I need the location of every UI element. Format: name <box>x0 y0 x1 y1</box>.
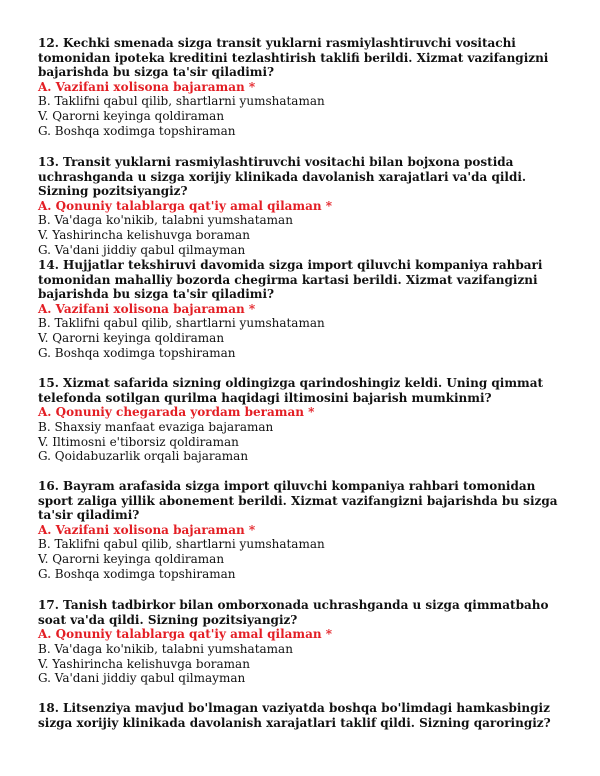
question-text: 17. Tanish tadbirkor bilan omborxonada uchrashganda u sizga qimmatbaho soat va'da qildi. Sizning pozitsiyangiz? <box>38 598 549 627</box>
answer-option: G. Boshqa xodimga topshiraman <box>38 123 236 138</box>
question-block <box>38 598 566 686</box>
question-block <box>38 479 566 582</box>
question-block <box>38 155 566 258</box>
question-text: 13. Transit yuklarni rasmiylashtiruvchi vositachi bilan bojxona postida uchrashganda u sizga xorijiy klinikada davolanish xarajatlari va'da qildi. Sizning pozitsiyangiz? <box>38 155 527 198</box>
question-block <box>38 376 566 464</box>
question-text: 14. Hujjatlar tekshiruvi davomida sizga import qiluvchi kompaniya rahbari tomonidan mahalliy bozorda chegirma kartasi berildi. Xizmat vazifangizni bajarishda bu sizga ta'sir qiladimi? <box>38 258 543 301</box>
question-text: 18. Litsenziya mavjud bo'lmagan vaziyatda boshqa bo'limdagi hamkasbingiz sizga xorijiy klinikada davolanish xarajatlari taklif qildi. Sizning qaroringiz? <box>38 701 551 730</box>
answer-option: B. Va'daga ko'nikib, talabni yumshataman <box>38 641 293 656</box>
answer-option: V. Yashirincha kelishuvga boraman <box>38 228 250 243</box>
question-block <box>38 258 566 361</box>
question-text: 16. Bayram arafasida sizga import qiluvchi kompaniya rahbari tomonidan sport zaliga yillik abonement berildi. Xizmat vazifangizni bajarishda bu sizga ta'sir qiladimi? <box>38 479 558 522</box>
answer-option: B. Taklifni qabul qilib, shartlarni yumshataman <box>38 94 325 109</box>
answer-option: G. Va'dani jiddiy qabul qilmayman <box>38 242 246 257</box>
answer-option: G. Va'dani jiddiy qabul qilmayman <box>38 671 246 686</box>
answer-option: G. Boshqa xodimga topshiraman <box>38 345 236 360</box>
correct-answer: A. Vazifani xolisona bajaraman * <box>38 522 256 537</box>
question-text: 15. Xizmat safarida sizning oldingizga qarindoshingiz keldi. Uning qimmat telefonda sotilgan qurilma haqidagi iltimosini bajarish mumkinmi? <box>38 376 544 405</box>
question-text: 12. Kechki smenada sizga transit yuklarni rasmiylashtiruvchi vositachi tomonidan ipoteka kreditini tezlashtirish taklifi berildi. Xizmat vazifangizni bajarishda bu sizga ta'sir qiladimi? <box>38 36 549 79</box>
question-block <box>38 701 566 730</box>
answer-option: B. Taklifni qabul qilib, shartlarni yumshataman <box>38 537 325 552</box>
answer-option: B. Taklifni qabul qilib, shartlarni yumshataman <box>38 316 325 331</box>
correct-answer: A. Vazifani xolisona bajaraman * <box>38 79 256 94</box>
answer-option: V. Qarorni keyinga qoldiraman <box>38 109 225 124</box>
answer-option: G. Boshqa xodimga topshiraman <box>38 566 236 581</box>
correct-answer: A. Qonuniy talablarga qat'iy amal qilaman * <box>38 198 333 213</box>
answer-option: V. Yashirincha kelishuvga boraman <box>38 656 250 671</box>
question-block <box>38 36 566 139</box>
answer-option: V. Qarorni keyinga qoldiraman <box>38 331 225 346</box>
answer-option: V. Iltimosni e'tiborsiz qoldiraman <box>38 434 239 449</box>
correct-answer: A. Qonuniy chegarada yordam beraman * <box>38 405 315 419</box>
correct-answer: A. Vazifani xolisona bajaraman * <box>38 301 256 316</box>
answer-option: B. Va'daga ko'nikib, talabni yumshataman <box>38 213 293 228</box>
answer-option: V. Qarorni keyinga qoldiraman <box>38 552 225 567</box>
correct-answer: A. Qonuniy talablarga qat'iy amal qilaman * <box>38 627 333 641</box>
answer-option: B. Shaxsiy manfaat evaziga bajaraman <box>38 419 274 434</box>
answer-option: G. Qoidabuzarlik orqali bajaraman <box>38 449 249 464</box>
